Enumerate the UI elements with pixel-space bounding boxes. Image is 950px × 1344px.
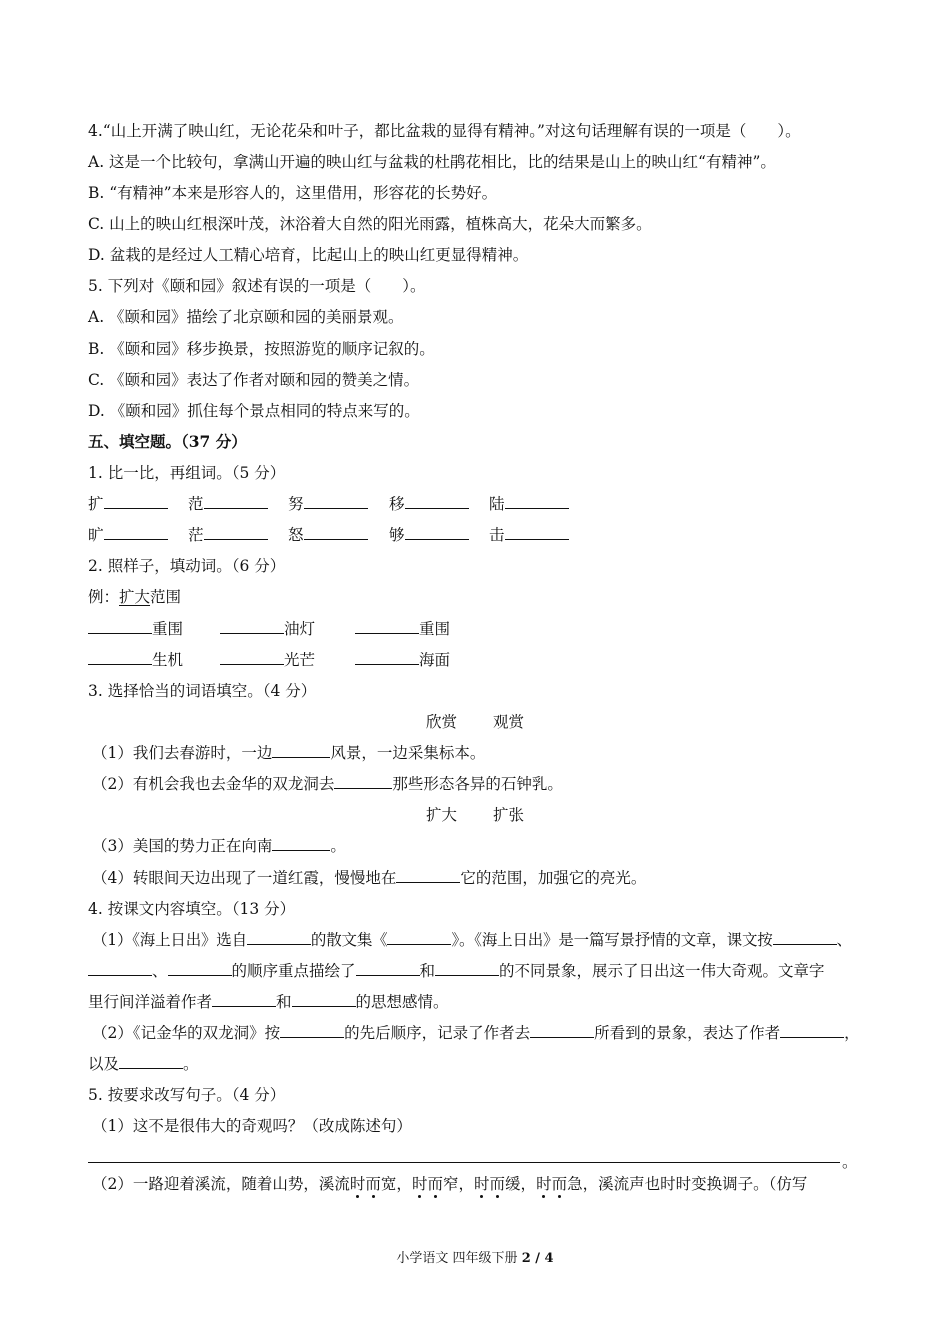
- f1-char: 旷: [88, 526, 104, 544]
- sentence-text: 风景，一边采集标本。: [330, 744, 486, 762]
- answer-blank[interactable]: [220, 650, 284, 665]
- answer-blank[interactable]: [387, 930, 451, 945]
- answer-blank[interactable]: [220, 619, 284, 634]
- answer-blank[interactable]: [405, 494, 469, 509]
- sentence-text: 所看到的景象，表达了作者: [594, 1024, 781, 1042]
- answer-blank[interactable]: [530, 1023, 594, 1038]
- sentence-text: 》。《海上日出》是一篇写景抒情的文章，课文按: [451, 931, 773, 949]
- plain-char: ，: [396, 1175, 412, 1193]
- sentence-text: 以及: [88, 1055, 120, 1073]
- sentence-text: 、: [152, 962, 168, 980]
- answer-line-end: 。: [842, 1153, 858, 1171]
- f1-char: 够: [389, 526, 405, 544]
- plain-char: ，: [520, 1175, 537, 1193]
- q4-option-a: A. 这是一个比较句，拿满山开遍的映山红与盆栽的杜鹃花相比，比的结果是山上的映山红“有精神”。: [88, 153, 776, 171]
- sentence-text: （3）美国的势力正在向南: [92, 837, 273, 855]
- plain-char: 宽: [380, 1175, 397, 1193]
- answer-blank[interactable]: [355, 619, 419, 634]
- sentence-text: （1）《海上日出》选自: [92, 931, 247, 949]
- example-prefix: 例：: [88, 588, 120, 606]
- answer-blank[interactable]: [773, 930, 837, 945]
- plain-char: 缓: [505, 1175, 521, 1193]
- sentence-text: 的散文集《: [310, 931, 388, 949]
- answer-blank[interactable]: [272, 836, 330, 851]
- answer-blank[interactable]: [396, 868, 460, 883]
- f4-paragraph-1-line-2: [88, 961, 825, 981]
- f3-sentence-3: [92, 836, 346, 856]
- sentence-text: （4）转眼间天边出现了一道红霞，慢慢地在: [92, 869, 397, 887]
- sentence-text: 、: [836, 931, 852, 949]
- f3-sentence-4: [92, 868, 646, 888]
- q4-stem: 4.“山上开满了映山红，无论花朵和叶子，都比盆栽的显得有精神。”对这句话理解有误的一项是（ ）。: [88, 122, 801, 140]
- sentence-text: 它的范围，加强它的亮光。: [460, 869, 647, 887]
- answer-blank[interactable]: [334, 774, 392, 789]
- footer-subject: 小学语文 四年级下册: [396, 1251, 522, 1266]
- f3-word-option: 观赏: [493, 713, 525, 731]
- dotted-char: 时: [411, 1175, 428, 1193]
- f2-row-1: [88, 619, 488, 639]
- plain-char: ，: [458, 1175, 474, 1193]
- answer-blank[interactable]: [435, 961, 499, 976]
- f4-paragraph-1-line-3: [88, 992, 449, 1012]
- sentence-text: （2）一路迎着溪流，随着山势，溪流: [92, 1175, 350, 1193]
- answer-blank[interactable]: [272, 743, 330, 758]
- answer-line[interactable]: [88, 1162, 840, 1163]
- f5-sentence-1: （1）这不是很伟大的奇观吗？（改成陈述句）: [92, 1117, 412, 1135]
- sentence-text: 的不同景象，展示了日出这一伟大奇观。文章字: [499, 962, 825, 980]
- sentence-text: ，: [844, 1024, 860, 1042]
- answer-blank[interactable]: [247, 930, 311, 945]
- plain-char: 急: [567, 1175, 583, 1193]
- answer-blank[interactable]: [204, 525, 268, 540]
- f3-sentence-2: [92, 774, 563, 794]
- f2-word: 生机: [152, 651, 184, 669]
- f4-paragraph-2-line-1: [92, 1023, 860, 1043]
- f1-char: 陆: [489, 495, 505, 513]
- f1-char: 努: [288, 495, 304, 513]
- f2-word: 油灯: [284, 620, 316, 638]
- answer-blank[interactable]: [104, 494, 168, 509]
- example-suffix: 范围: [150, 588, 182, 606]
- q4-option-b: B. “有精神”本来是形容人的，这里借用，形容花的长势好。: [88, 184, 498, 202]
- answer-blank[interactable]: [405, 525, 469, 540]
- answer-blank[interactable]: [104, 525, 168, 540]
- answer-blank[interactable]: [304, 525, 368, 540]
- dotted-char: 时: [349, 1175, 366, 1193]
- answer-blank[interactable]: [88, 650, 152, 665]
- dotted-char: 时: [536, 1175, 552, 1193]
- f2-word: 重围: [419, 620, 451, 638]
- answer-blank[interactable]: [88, 961, 152, 976]
- answer-blank[interactable]: [355, 650, 419, 665]
- answer-blank[interactable]: [88, 619, 152, 634]
- page-number: 2 / 4: [521, 1251, 554, 1266]
- sentence-text: 的先后顺序，记录了作者去: [344, 1024, 531, 1042]
- sentence-text: （2）有机会我也去金华的双龙洞去: [92, 775, 335, 793]
- f2-example: [88, 587, 181, 607]
- f2-row-2: [88, 650, 488, 670]
- answer-blank[interactable]: [292, 992, 356, 1007]
- answer-blank[interactable]: [304, 494, 368, 509]
- answer-blank[interactable]: [212, 992, 276, 1007]
- plain-char: 窄: [442, 1175, 459, 1193]
- f3-word-option: 扩张: [493, 806, 525, 824]
- sentence-text: ，溪流声也时时变换调子。（仿写: [582, 1175, 808, 1193]
- f2-word: 重围: [152, 620, 184, 638]
- q5-stem: 5. 下列对《颐和园》叙述有误的一项是（ ）。: [88, 277, 426, 295]
- f1-row-2: [88, 525, 608, 545]
- f3-sentence-1: [92, 743, 485, 763]
- sentence-text: （1）我们去春游时，一边: [92, 744, 273, 762]
- f1-char: 移: [389, 495, 405, 513]
- answer-blank[interactable]: [505, 494, 569, 509]
- f4-paragraph-1-line-1: [92, 930, 852, 950]
- q5-option-a: A. 《颐和园》描绘了北京颐和园的美丽景观。: [88, 308, 404, 326]
- sentence-text: 的思想感情。: [355, 993, 449, 1011]
- f2-word: 海面: [419, 651, 451, 669]
- sentence-text: 。: [183, 1055, 199, 1073]
- f5-sentence-2: [92, 1174, 807, 1194]
- sentence-text: 和: [276, 993, 292, 1011]
- page-footer: [0, 1247, 950, 1266]
- f1-row-1: [88, 494, 608, 514]
- q5-option-c: C. 《颐和园》表达了作者对颐和园的赞美之情。: [88, 371, 420, 389]
- sentence-text: 和: [419, 962, 436, 980]
- sentence-text: 的顺序重点描绘了: [231, 962, 356, 980]
- dotted-char: 而: [427, 1175, 443, 1193]
- f1-char: 范: [188, 495, 204, 513]
- sentence-text: 那些形态各异的石钟乳。: [392, 775, 563, 793]
- q5-option-b: B. 《颐和园》移步换景，按照游览的顺序记叙的。: [88, 340, 435, 358]
- answer-blank[interactable]: [505, 525, 569, 540]
- dotted-char: 而: [489, 1175, 506, 1193]
- f4-stem: 4. 按课文内容填空。（13 分）: [88, 900, 296, 918]
- dotted-char: 而: [365, 1175, 381, 1193]
- answer-blank[interactable]: [168, 961, 232, 976]
- dotted-char: 而: [551, 1175, 568, 1193]
- sentence-text: 。: [330, 837, 346, 855]
- example-word: 扩大: [119, 588, 151, 606]
- f1-char: 怒: [288, 526, 304, 544]
- f2-word: 光芒: [284, 651, 316, 669]
- q5-option-d: D. 《颐和园》抓住每个景点相同的特点来写的。: [88, 402, 420, 420]
- f4-paragraph-2-line-2: [88, 1054, 199, 1074]
- sentence-text: （2）《记金华的双龙洞》按: [92, 1024, 281, 1042]
- f3-word-option: 扩大: [426, 806, 458, 824]
- f1-char: 击: [489, 526, 505, 544]
- f3-stem: 3. 选择恰当的词语填空。（4 分）: [88, 682, 317, 700]
- section-title: 五、填空题。（37 分）: [88, 432, 247, 451]
- f1-stem: 1. 比一比，再组词。（5 分）: [88, 464, 286, 482]
- f1-char: 茫: [188, 526, 204, 544]
- q4-option-c: C. 山上的映山红根深叶茂，沐浴着大自然的阳光雨露，植株高大，花朵大而繁多。: [88, 215, 652, 233]
- answer-blank[interactable]: [356, 961, 420, 976]
- dotted-char: 时: [474, 1175, 490, 1193]
- answer-blank[interactable]: [119, 1054, 183, 1069]
- f5-stem: 5. 按要求改写句子。（4 分）: [88, 1086, 286, 1104]
- f1-char: 扩: [88, 495, 104, 513]
- answer-blank[interactable]: [204, 494, 268, 509]
- f2-stem: 2. 照样子，填动词。（6 分）: [88, 557, 286, 575]
- answer-blank[interactable]: [780, 1023, 844, 1038]
- sentence-text: 里行间洋溢着作者: [88, 993, 213, 1011]
- answer-blank[interactable]: [280, 1023, 344, 1038]
- q4-option-d: D. 盆栽的是经过人工精心培育，比起山上的映山红更显得精神。: [88, 246, 529, 264]
- f3-word-option: 欣赏: [426, 713, 458, 731]
